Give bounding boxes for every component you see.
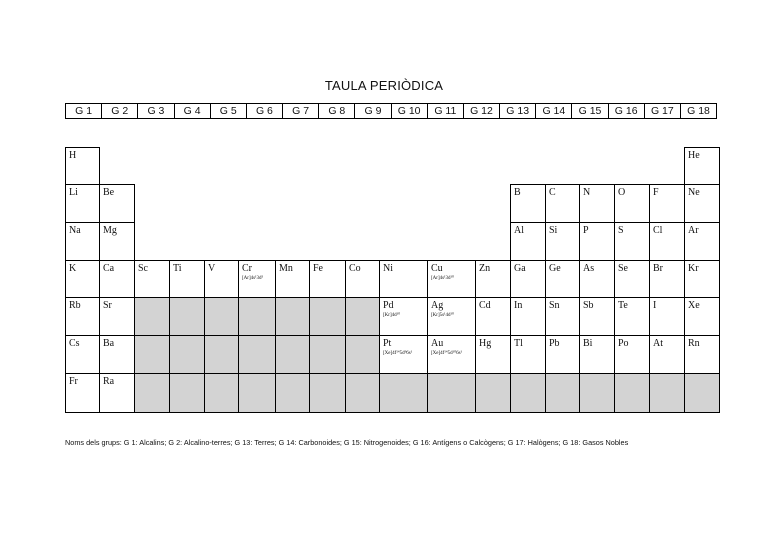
element-symbol: C — [549, 187, 556, 198]
element-cell — [579, 184, 615, 223]
empty-cell — [238, 335, 276, 374]
element-symbol: Co — [349, 263, 361, 274]
empty-cell — [345, 297, 380, 336]
element-cell — [65, 184, 100, 223]
element-cell — [684, 260, 720, 298]
empty-cell — [275, 297, 310, 336]
element-symbol: Kr — [688, 263, 699, 274]
element-symbol: Cu — [431, 263, 443, 274]
element-symbol: Sn — [549, 300, 560, 311]
element-cell — [579, 297, 615, 336]
element-symbol: P — [583, 225, 589, 236]
element-cell — [510, 297, 546, 336]
group-header-cell: G 12 — [464, 104, 500, 118]
element-symbol: V — [208, 263, 216, 274]
empty-cell — [238, 297, 276, 336]
empty-cell — [275, 373, 310, 413]
empty-cell — [169, 373, 205, 413]
empty-cell — [309, 297, 346, 336]
element-symbol: Be — [103, 187, 115, 198]
empty-cell — [134, 373, 170, 413]
group-header-cell: G 8 — [319, 104, 355, 118]
element-cell — [649, 222, 685, 261]
element-cell — [579, 222, 615, 261]
element-symbol: Al — [514, 225, 524, 236]
group-header-cell: G 11 — [428, 104, 464, 118]
electron-configuration: [Ar]4s¹3d¹⁰ — [431, 276, 455, 281]
element-symbol: As — [583, 263, 595, 274]
element-symbol: Pt — [383, 338, 392, 349]
element-symbol: He — [688, 150, 700, 161]
element-cell — [99, 335, 135, 374]
element-cell — [510, 184, 546, 223]
element-cell — [510, 260, 546, 298]
empty-cell — [345, 373, 380, 413]
element-cell — [684, 297, 720, 336]
group-header-cell: G 18 — [687, 105, 710, 117]
element-cell — [545, 335, 580, 374]
element-symbol: S — [618, 225, 624, 236]
group-header-cell: G 5 — [211, 104, 247, 118]
element-symbol: Bi — [583, 338, 593, 349]
element-cell — [379, 335, 428, 374]
element-symbol: Pb — [549, 338, 560, 349]
electron-configuration: [Kr]5s¹4d¹⁰ — [431, 313, 455, 318]
element-cell — [475, 260, 511, 298]
element-cell — [65, 260, 100, 298]
electron-configuration: [Xe]4f¹⁴5d¹⁰6s¹ — [431, 351, 463, 356]
empty-cell — [169, 335, 205, 374]
element-cell — [649, 297, 685, 336]
element-symbol: B — [514, 187, 521, 198]
element-cell — [545, 184, 580, 223]
element-cell — [684, 184, 720, 223]
element-symbol: Zn — [479, 263, 491, 274]
element-cell — [427, 335, 476, 374]
element-symbol: Cs — [69, 338, 80, 349]
element-cell — [65, 335, 100, 374]
empty-cell — [475, 373, 511, 413]
element-symbol: Br — [653, 263, 663, 274]
element-symbol: Sb — [583, 300, 594, 311]
element-symbol: Fr — [69, 376, 78, 387]
electron-configuration: [Xe]4f¹⁴5d⁹6s¹ — [383, 351, 413, 356]
element-cell — [475, 297, 511, 336]
element-symbol: Mg — [103, 225, 117, 236]
element-cell — [649, 335, 685, 374]
group-header-cell: G 1 — [66, 104, 102, 118]
element-symbol: Cl — [653, 225, 663, 236]
empty-cell — [134, 335, 170, 374]
element-symbol: Ar — [688, 225, 699, 236]
element-symbol: Ni — [383, 263, 393, 274]
element-symbol: Mn — [279, 263, 293, 274]
empty-cell — [169, 297, 205, 336]
page-title: TAULA PERIÒDICA — [324, 78, 444, 93]
element-symbol: O — [618, 187, 626, 198]
element-symbol: Fe — [313, 263, 323, 274]
element-cell — [684, 335, 720, 374]
element-cell — [169, 260, 205, 298]
empty-cell — [204, 373, 239, 413]
element-symbol: N — [583, 187, 591, 198]
element-cell — [579, 260, 615, 298]
element-symbol: Cr — [242, 263, 252, 274]
electron-configuration: [Kr]4d¹⁰ — [383, 313, 401, 318]
element-symbol: Xe — [688, 300, 700, 311]
group-header-row — [65, 103, 717, 119]
empty-cell — [309, 373, 346, 413]
element-cell — [614, 335, 650, 374]
element-cell — [99, 373, 135, 413]
element-cell — [684, 147, 720, 185]
element-symbol: In — [514, 300, 523, 311]
group-header-cell: G 17 — [645, 104, 681, 118]
element-cell — [65, 147, 100, 185]
element-symbol: Pd — [383, 300, 394, 311]
element-symbol: Rb — [69, 300, 81, 311]
element-symbol: Sr — [103, 300, 112, 311]
element-symbol: Hg — [479, 338, 492, 349]
element-cell — [427, 297, 476, 336]
element-symbol: Rn — [688, 338, 700, 349]
group-header-cell: G 9 — [355, 104, 391, 118]
element-symbol: Si — [549, 225, 558, 236]
group-header-cell: G 13 — [500, 104, 536, 118]
group-header-cell: G 14 — [536, 104, 572, 118]
element-cell — [427, 260, 476, 298]
group-header-cell: G 7 — [283, 104, 319, 118]
element-symbol: Po — [618, 338, 629, 349]
element-cell — [545, 260, 580, 298]
periodic-table — [65, 147, 719, 412]
empty-cell — [134, 297, 170, 336]
element-cell — [379, 260, 428, 298]
element-symbol: H — [69, 150, 77, 161]
group-names-footnote: Noms dels grups: G 1: Alcalins; G 2: Alcalino-terres; G 13: Terres; G 14: Carbonoides; G 15: Nitrogenoides; G 16: Antígens o Calcògens; G 17: Halògens; G 18: Gasos Nobles — [65, 438, 629, 447]
group-header-cell: G 2 — [102, 104, 138, 118]
element-cell — [614, 222, 650, 261]
element-cell — [510, 222, 546, 261]
group-header-cell: G 4 — [175, 104, 211, 118]
element-cell — [614, 184, 650, 223]
element-cell — [275, 260, 310, 298]
empty-cell — [204, 335, 239, 374]
element-cell — [99, 222, 135, 261]
element-cell — [545, 297, 580, 336]
empty-cell — [309, 335, 346, 374]
element-symbol: Li — [69, 187, 78, 198]
empty-cell — [204, 297, 239, 336]
element-cell — [579, 335, 615, 374]
element-cell — [510, 335, 546, 374]
element-cell — [614, 297, 650, 336]
element-symbol: Au — [431, 338, 444, 349]
element-symbol: Ge — [549, 263, 561, 274]
element-cell — [99, 184, 135, 223]
element-symbol: Ra — [103, 376, 115, 387]
element-symbol: I — [653, 300, 657, 311]
element-symbol: K — [69, 263, 77, 274]
empty-cell — [545, 373, 580, 413]
element-cell — [65, 297, 100, 336]
element-symbol: Te — [618, 300, 628, 311]
empty-cell — [275, 335, 310, 374]
element-symbol: Na — [69, 225, 81, 236]
element-symbol: Se — [618, 263, 628, 274]
element-cell — [65, 373, 100, 413]
group-header-cell: G 15 — [572, 104, 608, 118]
group-header-cell: G 3 — [138, 104, 174, 118]
element-cell — [204, 260, 239, 298]
element-cell — [134, 260, 170, 298]
element-cell — [614, 260, 650, 298]
empty-cell — [614, 373, 650, 413]
empty-cell — [238, 373, 276, 413]
element-cell — [309, 260, 346, 298]
group-header-cell: G 6 — [247, 104, 283, 118]
element-symbol: Cd — [479, 300, 491, 311]
element-cell — [345, 260, 380, 298]
element-symbol: Ti — [173, 263, 182, 274]
empty-cell — [510, 373, 546, 413]
electron-configuration: [Ar]4s¹3d⁵ — [242, 276, 264, 281]
element-cell — [649, 260, 685, 298]
element-symbol: Ne — [688, 187, 700, 198]
element-symbol: At — [653, 338, 663, 349]
element-cell — [649, 184, 685, 223]
element-cell — [99, 297, 135, 336]
element-symbol: Tl — [514, 338, 523, 349]
empty-cell — [345, 335, 380, 374]
element-cell — [65, 222, 100, 261]
element-cell — [684, 222, 720, 261]
element-symbol: Ba — [103, 338, 115, 349]
element-symbol: F — [653, 187, 659, 198]
group-header-cell: G 10 — [392, 104, 428, 118]
element-cell — [99, 260, 135, 298]
empty-cell — [649, 373, 685, 413]
element-cell — [238, 260, 276, 298]
element-symbol: Ga — [514, 263, 526, 274]
element-symbol: Ag — [431, 300, 444, 311]
element-cell — [545, 222, 580, 261]
empty-cell — [427, 373, 476, 413]
element-symbol: Ca — [103, 263, 115, 274]
group-header-cell: G 16 — [609, 104, 645, 118]
element-cell — [379, 297, 428, 336]
empty-cell — [579, 373, 615, 413]
empty-cell — [379, 373, 428, 413]
empty-cell — [684, 373, 720, 413]
element-cell — [475, 335, 511, 374]
element-symbol: Sc — [138, 263, 148, 274]
